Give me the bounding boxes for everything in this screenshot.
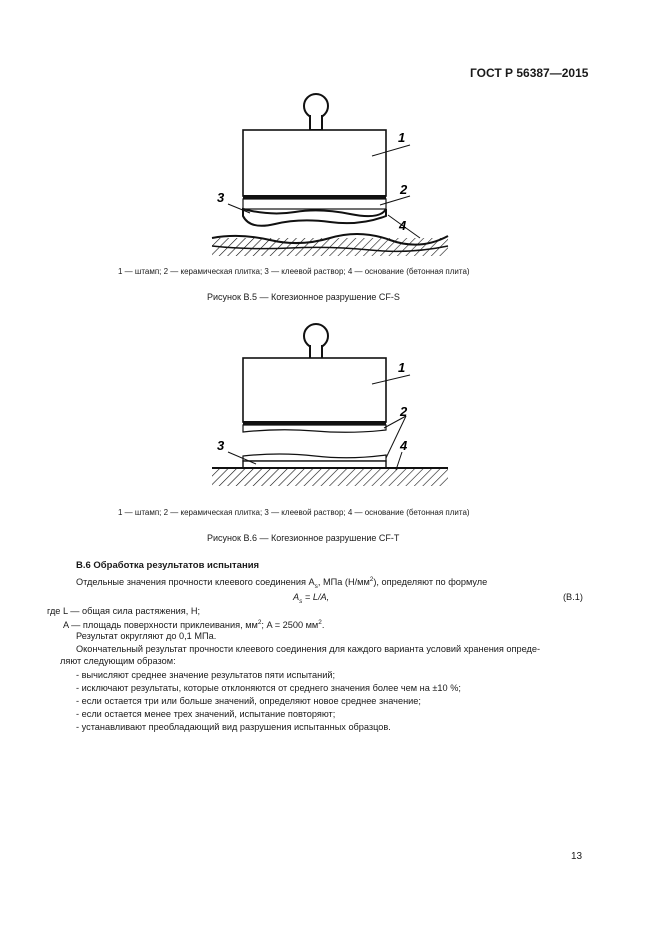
- figure-b5-label-2: 2: [400, 182, 408, 197]
- intro-superscript: 2: [369, 576, 374, 583]
- final-result-line-2: ляют следующим образом:: [60, 656, 176, 666]
- document-code: ГОСТ Р 56387—2015: [470, 66, 589, 80]
- where-a-sup: 2: [257, 619, 262, 626]
- figure-b5-caption: Рисунок В.5 — Когезионное разрушение CF-S: [207, 292, 400, 302]
- formula-lhs: A: [293, 592, 300, 602]
- figure-b6-legend: 1 — штамп; 2 — керамическая плитка; 3 — клеевой раствор; 4 — основание (бетонная плита): [118, 508, 470, 517]
- bullet-item: - если остается менее трех значений, испытание повторяют;: [76, 709, 336, 719]
- figure-b6-label-3: 3: [217, 438, 225, 453]
- figure-b6-label-1: 1: [398, 360, 406, 375]
- figure-b5-label-3: 3: [217, 190, 225, 205]
- formula-number: (В.1): [563, 592, 583, 602]
- intro-unit: , МПа (Н/мм: [317, 577, 370, 588]
- bullet-item: - если остается три или больше значений, определяют новое среднее значение;: [76, 696, 421, 706]
- formula-subscript: s: [299, 597, 303, 605]
- where-a-sup2: 2: [318, 619, 322, 626]
- figure-b6-label-2: 2: [400, 404, 408, 419]
- figure-b5: [200, 88, 460, 268]
- where-l: где L — общая сила растяжения, Н;: [47, 606, 201, 616]
- figure-b5-drawing: [200, 88, 460, 268]
- formula-rhs: = L/A,: [302, 592, 330, 602]
- intro-paragraph: [76, 574, 487, 593]
- final-result-line-1: Окончательный результат прочности клеевого соединения для каждого варианта условий хранения опреде-: [76, 644, 541, 654]
- where-a-tail: ; A = 2500 мм: [261, 620, 319, 631]
- figure-b5-label-1: 1: [398, 130, 406, 145]
- formula-b1: [293, 592, 329, 605]
- bullet-item: - вычисляют среднее значение результатов пяти испытаний;: [76, 670, 336, 680]
- rounding-note: Результат округляют до 0,1 МПа.: [76, 631, 217, 641]
- page-number: 13: [571, 851, 583, 862]
- figure-b6-label-4: 4: [400, 438, 408, 453]
- intro-end: ), определяют по формуле: [373, 577, 488, 588]
- figure-b5-label-4: 4: [399, 218, 407, 233]
- intro-text: Отдельные значения прочности клеевого соединения A: [76, 577, 315, 588]
- where-a-end: .: [321, 620, 325, 631]
- figure-b5-legend: 1 — штамп; 2 — керамическая плитка; 3 — клеевой раствор; 4 — основание (бетонная плита): [118, 267, 470, 276]
- where-a: [63, 617, 324, 631]
- intro-subscript: s: [314, 582, 318, 590]
- bullet-item: - устанавливают преобладающий вид разрушения испытанных образцов.: [76, 722, 391, 732]
- section-title: В.6 Обработка результатов испытания: [76, 560, 260, 571]
- where-a-text: A — площадь поверхности приклеивания, мм: [63, 620, 258, 631]
- figure-b6-drawing: [200, 318, 460, 498]
- figure-b6-caption: Рисунок В.6 — Когезионное разрушение CF-T: [207, 533, 400, 543]
- bullet-item: - исключают результаты, которые отклоняются от среднего значения более чем на ±10 %;: [76, 683, 461, 693]
- figure-b6: [200, 318, 460, 498]
